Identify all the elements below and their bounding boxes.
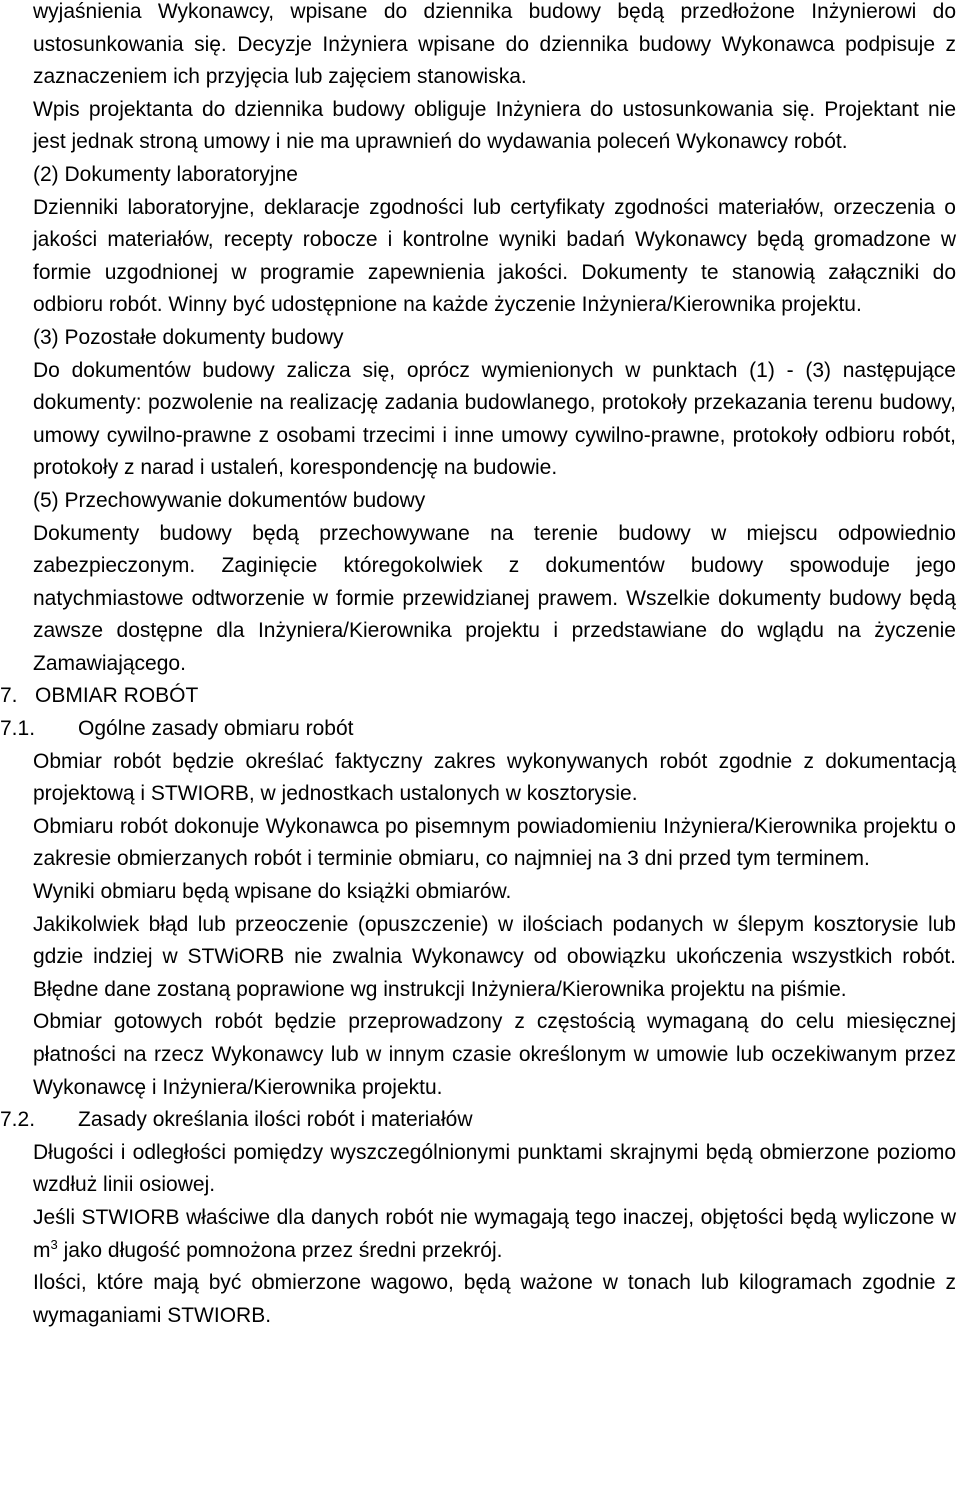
section-7-1-number: 7.1. (0, 717, 36, 741)
heading-document-storage: (5) Przechowywanie dokumentów budowy (33, 488, 426, 512)
paragraph-lengths-distances: Długości i odległości pomiędzy wyszczególnionymi punktami skrajnymi będą obmierzone poziomo wzdłuż linii osiowej. (33, 1140, 956, 1197)
paragraph-document-storage: Dokumenty budowy będą przechowywane na terenie budowy w miejscu odpowiednio zabezpieczonym. Zaginięcie któregokolwiek z dokumentów budowy spowoduje jego natychmiastowe odtworzenie w formie przewidzianej prawem. Wszelkie dokumenty budowy będą zawsze dostępne dla Inżyniera/Kierownika projektu i przedstawiane do wglądu na życzenie Zamawiającego. (33, 521, 956, 675)
paragraph-laboratory-documents: Dzienniki laboratoryjne, deklaracje zgodności lub certyfikaty zgodności materiałów, orzeczenia o jakości materiałów, recepty robocze i kontrolne wyniki badań Wykonawcy będą gromadzone w formie uzgodnionej w programie zapewnienia jakości. Dokumenty te stanowią załączniki do odbioru robót. Winny być udostępnione na każde życzenie Inżyniera/Kierownika projektu. (33, 195, 956, 317)
paragraph-errors-omissions: Jakikolwiek błąd lub przeoczenie (opuszczenie) w ilościach podanych w ślepym kosztorysie lub gdzie indziej w STWiORB nie zwalnia Wykonawcy od obowiązku ukończenia wszystkich robót. Błędne dane zostaną poprawione wg instrukcji Inżyniera/Kierownika projektu na piśmie. (33, 912, 956, 1001)
section-7-2-title: Zasady określania ilości robót i materiałów (78, 1108, 473, 1132)
paragraph-weights: Ilości, które mają być obmierzone wagowo, będą ważone w tonach lub kilogramach zgodnie z wymaganiami STWIORB. (33, 1271, 956, 1327)
paragraph-engineer-decisions: wyjaśnienia Wykonawcy, wpisane do dziennika budowy będą przedłożone Inżynierowi do ustosunkowania się. Decyzje Inżyniera wpisane do dziennika budowy Wykonawca podpisuje z zaznaczeniem ich przyjęcia lub zajęciem stanowiska. (33, 0, 956, 89)
paragraph-measurement-notice: Obmiaru robót dokonuje Wykonawca po pisemnym powiadomieniu Inżyniera/Kierownika projektu o zakresie obmierzanych robót i terminie obmiaru, co najmniej na 3 dni przed tym terminem. (33, 814, 956, 871)
section-7-heading (0, 680, 960, 713)
paragraph-designer-entry: Wpis projektanta do dziennika budowy obliguje Inżyniera do ustosunkowania się. Projektant nie jest jednak stroną umowy i nie ma uprawnień do wydawania poleceń Wykonawcy robót. (33, 97, 956, 154)
section-7-2-heading (0, 1104, 960, 1137)
paragraph-measurement-frequency: Obmiar gotowych robót będzie przeprowadzony z częstością wymaganą do celu miesięcznej płatności na rzecz Wykonawcy lub w innym czasie określonym w umowie lub oczekiwanym przez Wykonawcę i Inżyniera/Kierownika projektu. (33, 1010, 956, 1099)
paragraph-volumes (0, 1202, 960, 1267)
paragraph-measurement-scope: Obmiar robót będzie określać faktyczny zakres wykonywanych robót zgodnie z dokumentacją projektową i STWIORB, w jednostkach ustalonych w kosztorysie. (33, 749, 956, 806)
section-7-1-title: Ogólne zasady obmiaru robót (78, 717, 354, 741)
paragraph-measurement-book: Wyniki obmiaru będą wpisane do książki obmiarów. (33, 880, 512, 904)
paragraph-other-documents: Do dokumentów budowy zalicza się, oprócz wymienionych w punktach (1) - (3) następujące dokumenty: pozwolenie na realizację zadania budowlanego, protokoły przekazania terenu budowy, umowy cywilno-prawne z osobami trzecimi i inne umowy cywilno-prawne, protokoły odbioru robót, protokoły z narad i ustaleń, korespondencję na budowie. (33, 358, 956, 480)
section-7-title: OBMIAR ROBÓT (35, 684, 199, 708)
volumes-text-part-1: Jeśli STWIORB właściwe dla danych robót nie wymagają tego inaczej, objętości będą wyliczone w m (33, 1205, 956, 1262)
section-7-number: 7. (0, 684, 18, 708)
heading-laboratory-documents: (2) Dokumenty laboratoryjne (33, 162, 298, 186)
section-7-1-heading (0, 713, 960, 746)
heading-other-documents: (3) Pozostałe dokumenty budowy (33, 325, 344, 349)
cubic-superscript: 3 (50, 1236, 58, 1252)
section-7-2-number: 7.2. (0, 1108, 36, 1132)
volumes-text-part-2: jako długość pomnożona przez średni przekrój. (57, 1238, 503, 1262)
